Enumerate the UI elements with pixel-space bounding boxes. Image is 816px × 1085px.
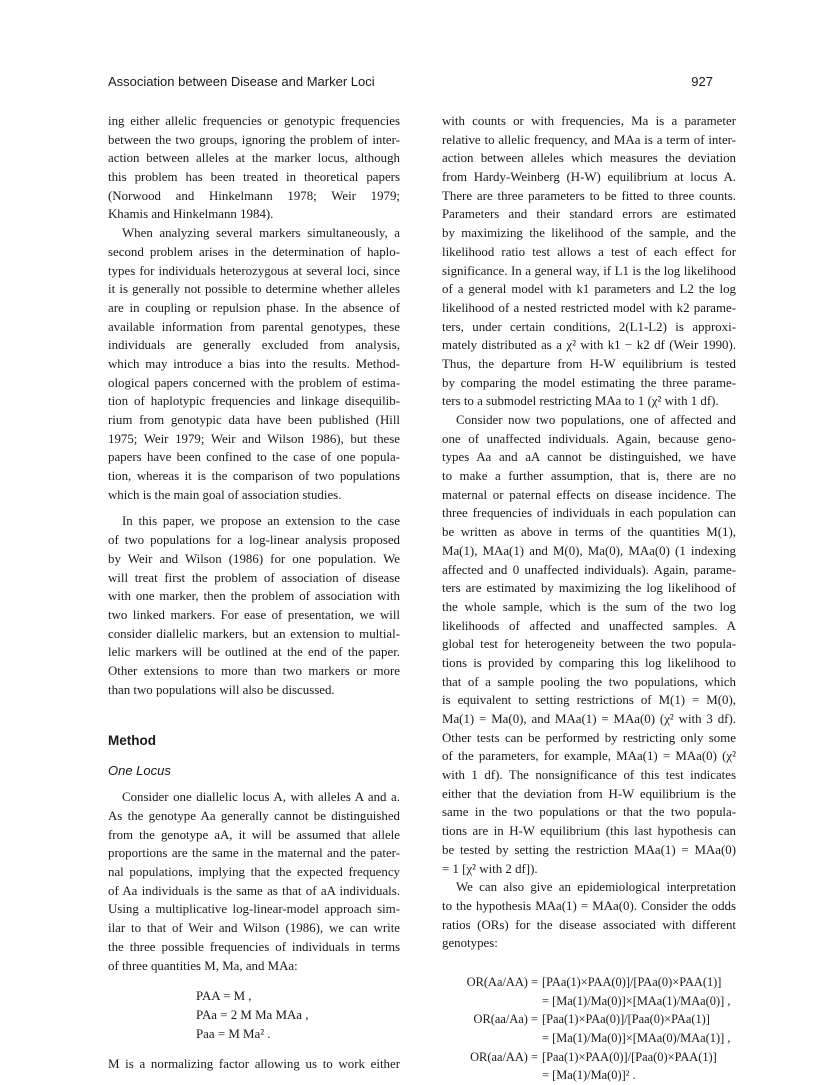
text-line: mately distributed as a χ² with k1 − k2 df (Weir 1990). (442, 338, 736, 353)
text-line: Ma(1) = Ma(0), and MAa(1) = MAa(0) (χ² with 3 df). (442, 712, 736, 726)
text-line: likelihood of a nested restricted model with k2 parame- (442, 300, 736, 315)
text-line: Khamis and Hinkelmann 1984). (108, 207, 274, 222)
text-line: same in the two populations or that the two popula- (442, 805, 736, 820)
text-line: the whole sample, which is the sum of the two log (442, 599, 736, 614)
text-line: ratios (ORs) for the disease associated with different (442, 917, 736, 932)
text-line: consider diallelic markers, but an extension to multial- (108, 626, 400, 641)
equation-block-odds-ratios (452, 973, 736, 1085)
text-line: by comparing the model estimating the three parame- (442, 375, 736, 390)
text-line: from the genotype aA, it will be assumed that allele (108, 827, 400, 842)
text-line: papers have been confined to the case of one popula- (108, 450, 400, 465)
text-line: three frequencies of individuals in each population can (442, 506, 736, 521)
text-line: maternal or paternal effects on disease incidence. The (442, 487, 736, 502)
equation-lhs (452, 992, 542, 1011)
paragraph-two-populations (442, 411, 736, 878)
text-line: Thus, the departure from H-W equilibrium is tested (442, 356, 736, 371)
text-line: action between alleles which measures the deviation (442, 151, 736, 166)
page-number: 927 (691, 74, 713, 89)
text-line: rium from genotypic data have been published (Hill (108, 413, 400, 427)
text-line: affected and 0 unaffected individuals). Again, parame- (442, 562, 736, 577)
text-line: be written as above in terms of the quantities M(1), (442, 525, 736, 540)
text-line: than two populations will also be discussed. (108, 682, 335, 697)
text-line: one of unaffected individuals. Again, because geno- (442, 431, 736, 446)
text-line: tion of haplotypic frequencies and linkage disequilib- (108, 394, 400, 409)
text-line: two linked markers. For ease of presentation, we will (108, 607, 400, 622)
paragraph-one-locus (108, 788, 400, 975)
text-line: ilar to that of Weir and Wilson (1986), we can write (108, 921, 400, 936)
text-line: There are three parameters to be fitted to three counts. (442, 188, 736, 203)
text-line: with counts or with frequencies, Ma is a parameter (442, 114, 736, 128)
text-line: Ma(1), MAa(1) and M(0), Ma(0), MAa(0) (1 indexing (442, 543, 736, 558)
text-line: second problem arises in the determination of haplo- (108, 244, 400, 259)
text-line: genotypes: (442, 936, 498, 951)
equation-lhs (452, 1029, 542, 1048)
equation-lhs: OR(aa/Aa) = (473, 1012, 538, 1027)
equation-rhs: = [Ma(1)/Ma(0)]×[MAa(0)/MAa(1)] , (542, 1031, 731, 1045)
text-line: ing either allelic frequencies or genotypic frequencies (108, 114, 400, 128)
paragraph-odds-ratios (442, 878, 736, 953)
text-line: either that the deviation from H-W equilibrium is the (442, 786, 736, 801)
equation: PAa = 2 M Ma MAa , (196, 1007, 309, 1022)
text-line: the three possible frequencies of individuals in terms (108, 939, 400, 954)
text-line: be tested by setting the restriction MAa(1) = MAa(0) (442, 842, 736, 857)
text-line: are in coupling or repulsion phase. In the absence of (108, 300, 400, 315)
text-line: relative to allelic frequency, and MAa is a term of inter- (442, 132, 736, 147)
paragraph-intro-end (108, 112, 400, 224)
left-column (108, 112, 400, 1074)
text-line: is equivalent to setting restrictions of M(1) = M(0), (442, 693, 736, 708)
text-line: of the parameters, for example, MAa(1) = MAa(0) (χ² (442, 749, 736, 764)
text-line: M is a normalizing factor allowing us to work either (108, 1057, 400, 1072)
text-line: likelihoods of affected and unaffected samples. A (442, 618, 736, 633)
text-line: = 1 [χ² with 2 df]). (442, 861, 538, 876)
text-line: to the hypothesis MAa(1) = MAa(0). Consider the odds (442, 898, 736, 913)
text-line: by Weir and Wilson (1986) for one population. We (108, 551, 400, 566)
text-line: tions are in H-W equilibrium (this last hypothesis can (442, 824, 736, 839)
equation-rhs: = [Ma(1)/Ma(0)]×[MAa(1)/MAa(0)] , (542, 993, 731, 1008)
text-line: will treat first the problem of association of disease (108, 570, 400, 585)
text-line: In this paper, we propose an extension to the case (122, 514, 400, 529)
text-line: of a general model with k1 parameters and L2 the log (442, 282, 736, 297)
text-line: likelihood ratio test allows a test of each effect for (442, 244, 736, 259)
text-line: Consider one diallelic locus A, with alleles A and a. (122, 790, 400, 805)
text-line: global test for heterogeneity between the two popula- (442, 637, 736, 652)
equation-rhs: [Paa(1)×PAa(0)]/[Paa(0)×PAa(1)] (542, 1012, 710, 1027)
text-line: of two populations for a log-linear analysis proposed (108, 533, 400, 548)
text-line: Parameters and their standard errors are estimated (442, 207, 736, 222)
text-line: ters are estimated by maximizing the log likelihood of (442, 581, 736, 596)
text-line: Consider now two populations, one of affected and (456, 413, 736, 427)
paragraph-haplotypes (108, 224, 400, 504)
equation-lhs (452, 1066, 542, 1085)
text-line: of three quantities M, Ma, and MAa: (108, 958, 298, 973)
equation-rhs: [Paa(1)×PAA(0)]/[Paa(0)×PAA(1)] (542, 1049, 717, 1064)
text-line: nal populations, implying that the expected frequency (108, 865, 400, 880)
text-line: Using a multiplicative log-linear-model approach sim- (108, 902, 400, 917)
equation-lhs: OR(Aa/AA) = (466, 974, 538, 989)
running-title: Association between Disease and Marker Loci (108, 74, 375, 89)
text-line: from Hardy-Weinberg (H-W) equilibrium at locus A. (442, 170, 736, 185)
text-line: this problem has been treated in theoretical papers (108, 170, 400, 185)
equation: PAA = M , (196, 989, 252, 1004)
text-line: significance. In a general way, if L1 is the log likelihood (442, 263, 736, 278)
text-line: with 1 df). The nonsignificance of this test indicates (442, 768, 736, 783)
text-line: available information from parental genotypes, these (108, 319, 400, 334)
text-line: that of a sample pooling the two populations, which (442, 674, 736, 689)
subsection-heading-one-locus: One Locus (108, 763, 171, 779)
equation: Paa = M Ma² . (196, 1026, 271, 1041)
text-line: action between alleles at the marker locus, although (108, 151, 400, 166)
text-line: ters, under certain conditions, 2(L1-L2) is approxi- (442, 319, 736, 334)
text-line: tions is provided by comparing this log likelihood to (442, 655, 736, 670)
text-line: which may introduce a bias into the results. Method- (108, 356, 400, 371)
equation-block-frequencies (108, 987, 400, 1043)
running-header (108, 74, 713, 94)
text-line: ters to a submodel restricting MAa to 1 (χ² with 1 df). (442, 394, 719, 409)
text-line: with one marker, then the problem of association with (108, 589, 400, 604)
section-heading-method: Method (108, 733, 156, 749)
paragraph-normalizing (108, 1055, 400, 1074)
text-line: of Aa individuals is the same as that of aA individuals. (108, 883, 400, 898)
text-line: (Norwood and Hinkelmann 1978; Weir 1979; (108, 188, 400, 203)
equation-rhs: = [Ma(1)/Ma(0)]² . (542, 1068, 636, 1083)
text-line: proportions are the same in the maternal and the pater- (108, 846, 400, 861)
text-line: it is generally not possible to determine whether alleles (108, 282, 400, 297)
text-line: tion, whereas it is the comparison of two populations (108, 469, 400, 484)
text-line: types for individuals heterozygous at several loci, since (108, 263, 400, 278)
text-line: which is the main goal of association studies. (108, 487, 342, 502)
text-line: to make a further assumption, that is, there are no (442, 469, 736, 484)
text-line: ological papers concerned with the problem of estima- (108, 375, 400, 390)
paragraph-parameters (442, 112, 736, 411)
text-line: individuals are generally excluded from analysis, (108, 338, 400, 353)
text-line: between the two groups, ignoring the problem of inter- (108, 132, 400, 147)
equation-rhs: [PAa(1)×PAA(0)]/[PAa(0)×PAA(1)] (542, 974, 722, 989)
text-line: Other extensions to more than two markers or more (108, 663, 400, 678)
equation-lhs: OR(aa/AA) = (470, 1049, 538, 1064)
text-line: types Aa and aA cannot be distinguished, we have (442, 450, 736, 465)
text-line: 1975; Weir 1979; Weir and Wilson 1986), but these (108, 431, 400, 446)
text-line: lelic markers will be outlined at the end of the paper. (108, 645, 400, 660)
paragraph-proposal (108, 512, 400, 699)
text-line: We can also give an epidemiological interpretation (456, 880, 736, 895)
right-column (442, 112, 736, 1085)
text-line: by maximizing the likelihood of the sample, and the (442, 226, 736, 241)
text-line: As the genotype Aa generally cannot be distinguished (108, 809, 400, 823)
text-line: Other tests can be performed by restricting only some (442, 730, 736, 745)
text-line: When analyzing several markers simultaneously, a (122, 226, 400, 241)
